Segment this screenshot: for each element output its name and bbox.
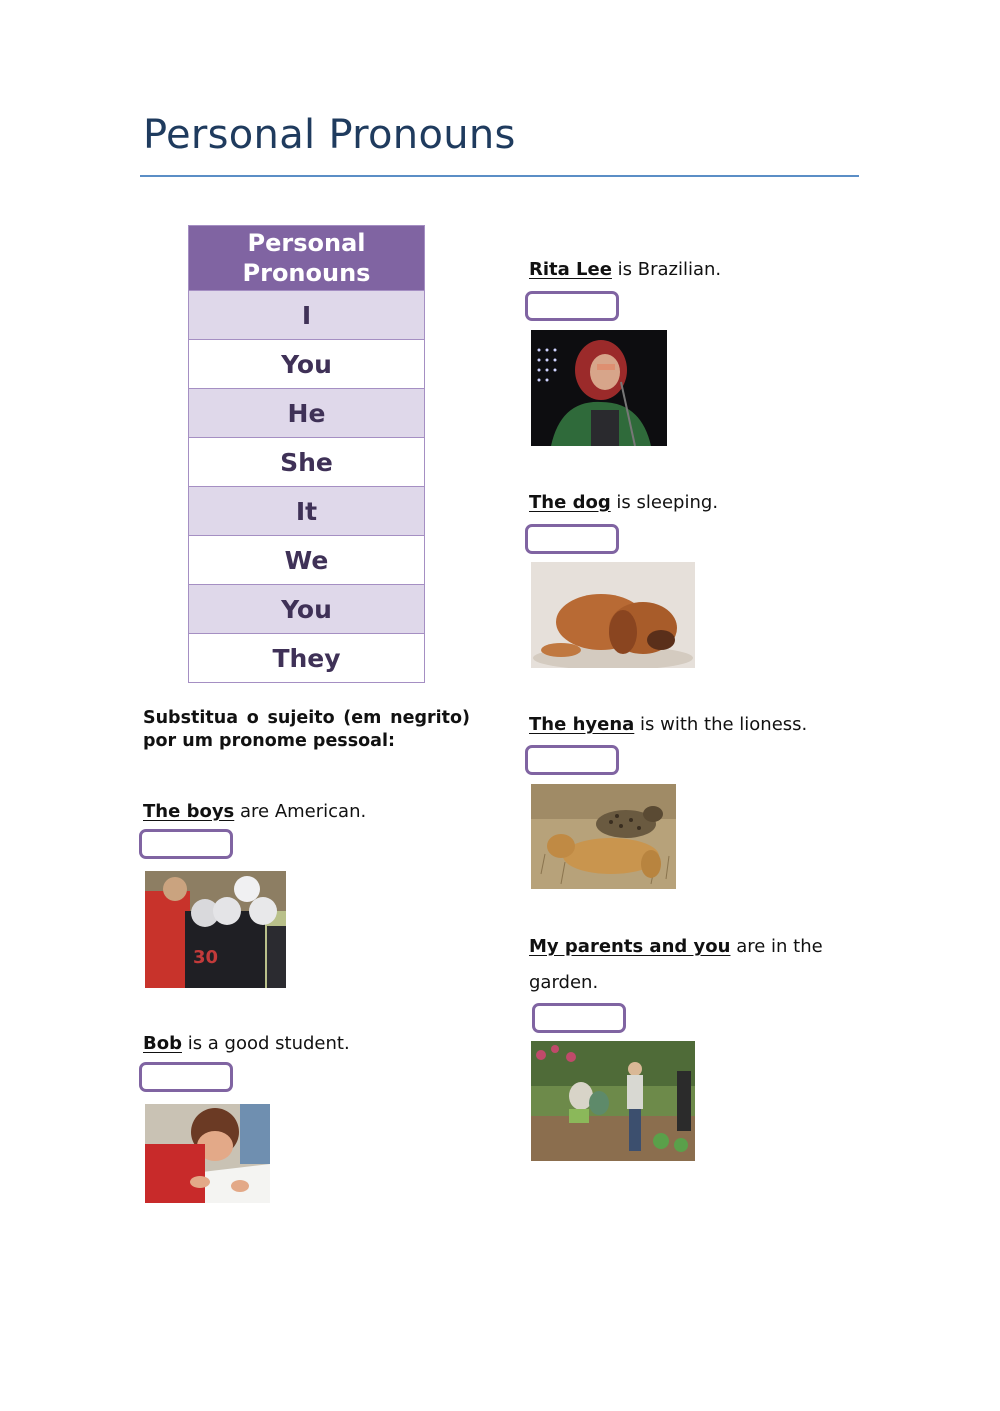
boy-writing-photo bbox=[145, 1104, 270, 1203]
pronoun-table bbox=[188, 225, 425, 683]
sentence-subject: My parents and you bbox=[529, 936, 731, 957]
pronoun-cell: She bbox=[189, 438, 425, 487]
sentence-rest: is with the lioness. bbox=[634, 714, 808, 735]
answer-input-1[interactable] bbox=[139, 829, 233, 859]
svg-text:30: 30 bbox=[193, 947, 219, 968]
sentence-rest: is Brazilian. bbox=[611, 259, 722, 280]
instructions-text: Substitua o sujeito (em negrito) por um pronome pessoal: bbox=[143, 708, 470, 751]
answer-input-6[interactable] bbox=[532, 1003, 626, 1033]
pronoun-cell: They bbox=[189, 634, 425, 683]
pronoun-cell: It bbox=[189, 487, 425, 536]
pronoun-cell: I bbox=[189, 291, 425, 340]
exercise-sentence-2 bbox=[143, 1026, 350, 1062]
answer-input-2[interactable] bbox=[139, 1062, 233, 1092]
answer-input-4[interactable] bbox=[525, 524, 619, 554]
exercise-sentence-1 bbox=[143, 794, 366, 830]
pronoun-cell: You bbox=[189, 340, 425, 389]
singer-photo bbox=[531, 330, 667, 446]
sentence-rest: are American. bbox=[234, 801, 367, 822]
pronoun-table-header bbox=[189, 226, 425, 291]
exercise-sentence-6 bbox=[529, 929, 829, 1001]
sentence-rest: is a good student. bbox=[181, 1033, 350, 1054]
answer-input-5[interactable] bbox=[525, 745, 619, 775]
header-line-1: Personal bbox=[247, 229, 366, 257]
pronoun-cell: He bbox=[189, 389, 425, 438]
answer-input-3[interactable] bbox=[525, 291, 619, 321]
sleeping-puppy-photo bbox=[531, 562, 695, 668]
garden-people-photo bbox=[531, 1041, 695, 1161]
page-title: Personal Pronouns bbox=[143, 112, 516, 158]
hyena-lioness-photo bbox=[531, 784, 676, 889]
sentence-rest: are in the garden. bbox=[529, 936, 823, 993]
football-players-photo bbox=[145, 871, 286, 988]
header-line-2: Pronouns bbox=[242, 259, 371, 287]
sentence-subject: The boys bbox=[143, 801, 235, 822]
title-divider bbox=[140, 175, 859, 177]
sentence-subject: The dog bbox=[529, 492, 611, 513]
sentence-rest: is sleeping. bbox=[610, 492, 719, 513]
exercise-sentence-5 bbox=[529, 707, 807, 743]
sentence-subject: Bob bbox=[143, 1033, 182, 1054]
exercise-sentence-3 bbox=[529, 252, 721, 288]
sentence-subject: The hyena bbox=[529, 714, 635, 735]
exercise-sentence-4 bbox=[529, 485, 718, 521]
sentence-subject: Rita Lee bbox=[529, 259, 612, 280]
pronoun-cell: We bbox=[189, 536, 425, 585]
pronoun-cell: You bbox=[189, 585, 425, 634]
